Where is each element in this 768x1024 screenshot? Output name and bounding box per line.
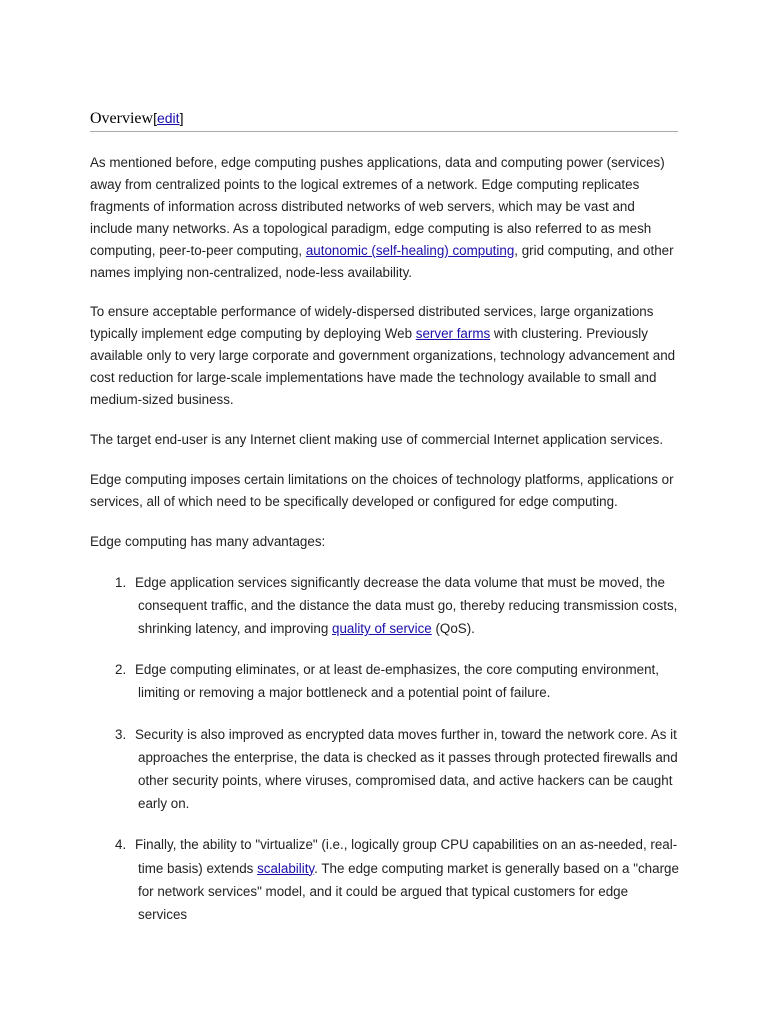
paragraph-text: As mentioned before, edge computing pushes applications, data and computing power (services) away from centralized points to the logical extremes of a network. Edge computing replicates fragments of information across distributed networks of web servers, which may be vast and include many networks. As a topological paradigm, edge computing is also referred to as mesh computing, peer-to-peer computing, — [90, 155, 665, 258]
list-item-text: (QoS). — [431, 621, 475, 636]
list-item — [90, 658, 680, 704]
paragraph-limitations: Edge computing imposes certain limitations on the choices of technology platforms, applications or services, all of which need to be specifically developed or configured for edge computing. — [90, 471, 674, 509]
paragraph-text: , grid computing, and other names implying non-centralized, node-less availability. — [90, 242, 674, 280]
list-item — [90, 723, 680, 816]
article-body — [90, 152, 680, 944]
scalability-link[interactable]: scalability — [257, 860, 315, 876]
list-item-text: Finally, the ability to "virtualize" (i.e., logically group CPU capabilities on an as-needed, real-time basis) extends — [135, 837, 678, 876]
paragraph-text: To ensure acceptable performance of widely-dispersed distributed services, large organizations typically implement edge computing by deploying Web — [90, 304, 654, 342]
paragraph-intro — [90, 152, 680, 283]
list-item-text: Edge application services significantly decrease the data volume that must be moved, the consequent traffic, and the distance the data must go, thereby reducing transmission costs, shrinking latency, and improving — [135, 574, 678, 636]
autonomic-computing-link[interactable]: autonomic (self-healing) computing — [305, 242, 515, 258]
paragraph-advantages-intro: Edge computing has many advantages: — [90, 533, 326, 549]
list-item — [90, 833, 680, 926]
list-item-text: Security is also improved as encrypted data moves further in, toward the network core. As it approaches the enterprise, the data is checked as it passes through protected firewalls and other security points, where viruses, compromised data, and active hackers can be caught early on. — [135, 726, 678, 812]
quality-of-service-link[interactable]: quality of service — [332, 621, 432, 636]
list-item-text: . The edge computing market is generally based on a "charge for network services" model, and it could be argued that typical customers for edge services — [138, 860, 679, 923]
section-heading — [90, 108, 678, 132]
list-number: 3. — [115, 726, 127, 742]
list-number: 4. — [115, 837, 127, 853]
list-number: 2. — [115, 662, 127, 678]
edit-bracket-open: [ — [153, 110, 157, 126]
paragraph-performance — [90, 301, 680, 411]
edit-bracket-close: ] — [179, 110, 184, 126]
paragraph-target-user: The target end-user is any Internet client making use of commercial Internet application services. — [90, 431, 664, 447]
list-number: 1. — [115, 574, 127, 590]
server-farms-link[interactable]: server farms — [415, 326, 491, 342]
section-title: Overview — [90, 110, 154, 127]
list-item — [90, 571, 680, 641]
edit-link[interactable]: edit — [156, 110, 180, 126]
advantages-list — [90, 571, 680, 927]
list-item-text: Edge computing eliminates, or at least de-emphasizes, the core computing environment, limiting or removing a major bottleneck and a potential point of failure. — [135, 662, 660, 701]
paragraph-text: with clustering. Previously available only to very large corporate and government organizations, technology advancement and cost reduction for large-scale implementations have made the technology available to small and medium-sized business. — [90, 326, 676, 408]
